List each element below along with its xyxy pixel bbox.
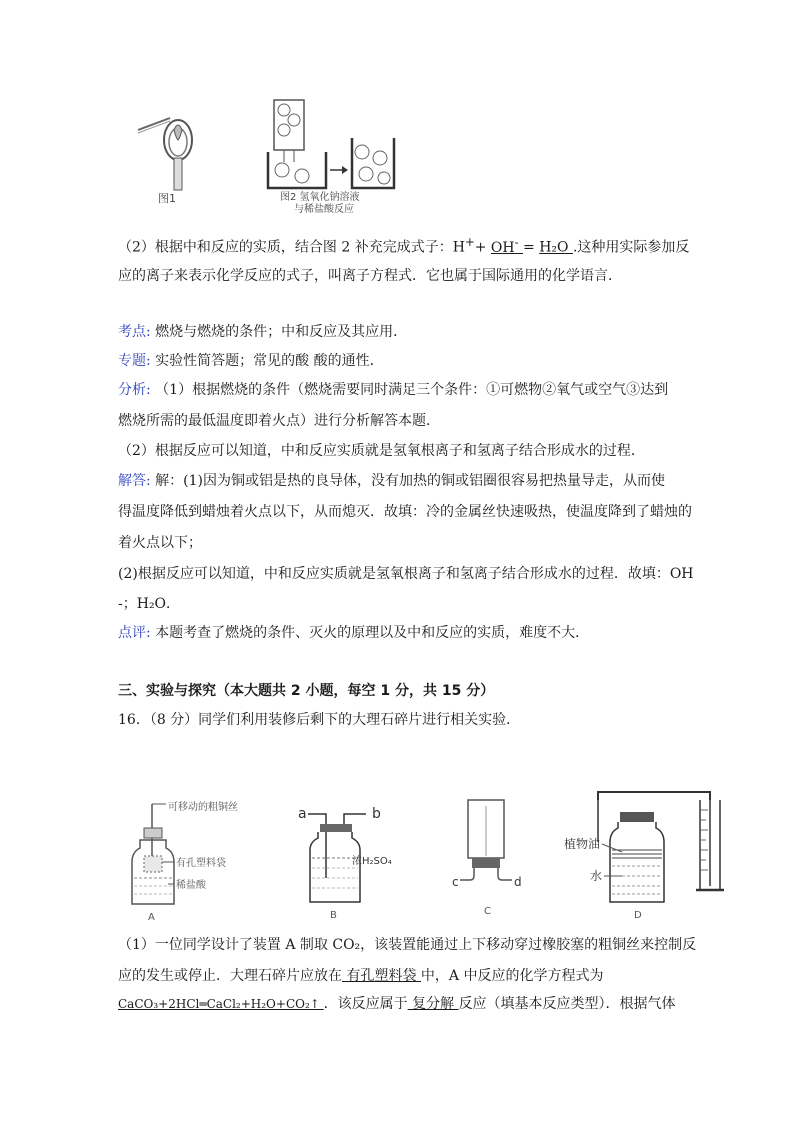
q16-stem: 16．（8 分）同学们利用装修后剩下的大理石碎片进行相关实验． [118,712,521,728]
q15-part2-line2: 应的离子来表示化学反应的式子，叫离子方程式．它也属于国际通用的化学语言． [118,268,622,284]
q16-part1-line1: （1）一位同学设计了装置 A 制取 CO₂，该装置能通过上下移动穿过橡胶塞的粗铜丝来控制反 [118,937,697,953]
fenxi-row: 分析: （1）根据燃烧的条件（燃烧需要同时满足三个条件：①可燃物②氧气或空气③达到 [118,382,669,398]
d-label-plant-oil: 植物油 [564,837,601,851]
apparatus-a [128,800,263,922]
jieda-text5: -；H₂O． [118,596,181,612]
fenxi-label: 分析: [118,382,151,398]
q16-part1-line3: CaCO₃+2HCl═CaCl₂+H₂O+CO₂↑ ．该反应属于 复分解 反应（填基本反应类型）．根据气体 [118,996,676,1012]
answer-blank-h2o: H₂O [539,239,573,256]
section3-heading: 三、实验与探究（本大题共 2 小题，每空 1 分，共 15 分） [118,683,495,699]
figure-2-neutralization [262,96,402,216]
kaodian-label: 考点: [118,324,151,340]
apparatus-d [560,790,740,924]
jieda-text3: 着火点以下； [118,535,202,551]
apparatus-c [450,796,530,922]
d-caption: D [634,910,642,921]
c-port-c: c [452,875,459,889]
apparatus-b [296,798,392,922]
zhuanti-label: 专题: [118,353,151,369]
a-caption: A [148,912,155,923]
jieda-text4: (2)根据反应可以知道，中和反应实质就是氢氧根离子和氢离子结合形成水的过程．故填：OH [118,566,694,582]
answer-blank-plastic-bag: 有孔塑料袋 [342,968,421,984]
jieda-text2: 得温度降低到蜡烛着火点以下，从而熄灭．故填：冷的金属丝快速吸热，使温度降到了蜡烛的 [118,504,692,520]
fig2-caption-line1: 图2 氢氧化钠溶液 [280,192,360,203]
figure-1-burning-candle [130,100,210,210]
d-label-water: 水 [590,869,603,883]
q15-part2-line1: （2）根据中和反应的实质，结合图 2 补充完成式子：H++ OH- = H₂O .这种用实际参加反 [118,235,690,256]
b-port-a: a [298,806,307,822]
answer-blank-reaction-type: 复分解 [407,996,459,1012]
a-label-hcl: 稀盐酸 [176,880,206,891]
dianping-label: 点评: [118,625,151,641]
fig1-caption: 图1 [158,192,176,205]
b-port-b: b [372,806,381,822]
a-label-plastic-bag: 有孔塑料袋 [176,858,226,869]
answer-blank-oh: OH- [490,235,519,256]
q16-part1-line2: 应的发生或停止．大理石碎片应放在 有孔塑料袋 中，A 中反应的化学方程式为 [118,968,604,984]
jieda-row: 解答: 解：(1)因为铜或铝是热的良导体，没有加热的铜或铝圈很容易把热量导走，从而使 [118,473,665,489]
jieda-label: 解答: [118,473,151,489]
kaodian-row: 考点: 燃烧与燃烧的条件；中和反应及其应用． [118,324,408,340]
zhuanti-row: 专题: 实验性简答题；常见的酸 酸的通性． [118,353,384,369]
b-label-h2so4: 浓H₂SO₄ [352,856,392,867]
b-caption: B [330,910,337,921]
fenxi-text3: （2）根据反应可以知道，中和反应实质就是氢氧根离子和氢离子结合形成水的过程． [118,443,645,459]
answer-blank-equation: CaCO₃+2HCl═CaCl₂+H₂O+CO₂↑ [118,997,324,1011]
fenxi-text2: 燃烧所需的最低温度即着火点）进行分析解答本题． [118,413,440,429]
a-label-copper-wire: 可移动的粗铜丝 [168,802,238,813]
c-caption: C [484,906,491,917]
dianping-row: 点评: 本题考查了燃烧的条件、灭火的原理以及中和反应的实质，难度不大． [118,625,590,641]
fig2-caption-line2: 与稀盐酸反应 [294,204,354,215]
c-port-d: d [514,875,522,889]
